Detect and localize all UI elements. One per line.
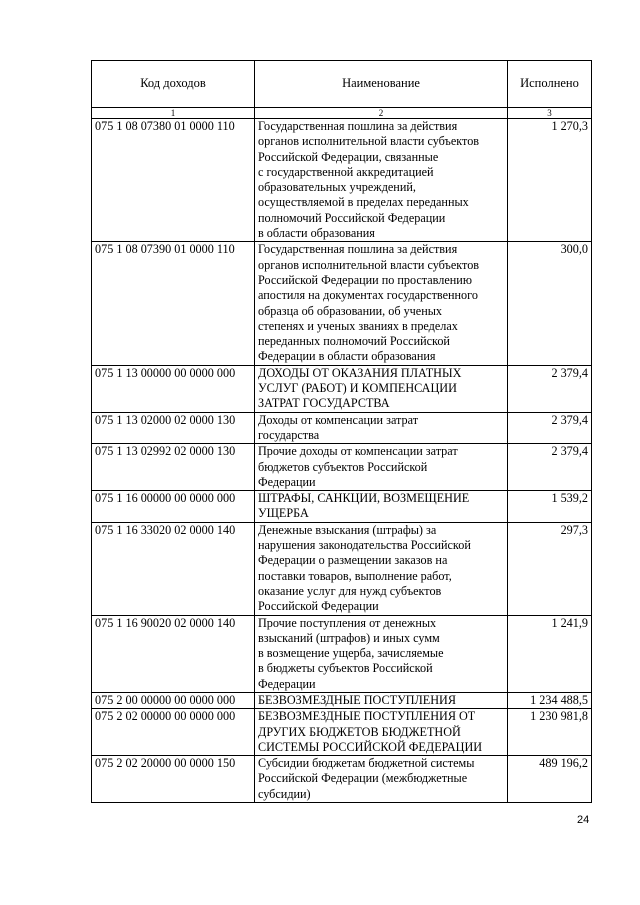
row-amount: 489 196,2 bbox=[508, 756, 592, 803]
row-income-code: 075 1 13 00000 00 0000 000 bbox=[92, 365, 255, 412]
row-amount: 1 539,2 bbox=[508, 491, 592, 523]
table-row bbox=[92, 119, 592, 242]
row-amount: 2 379,4 bbox=[508, 444, 592, 491]
row-name: Государственная пошлина за действия органов исполнительной власти субъектов Российской Федерации по проставлению апостиля на документах государственного образца об образовании, об ученых степенях и ученых званиях в пределах переданных полномочий Российской Федерации в области образования bbox=[255, 242, 508, 365]
row-name: Денежные взыскания (штрафы) за нарушения законодательства Российской Федерации о размещении заказов на поставки товаров, выполнение работ, оказание услуг для нужд субъектов Российской Федерации bbox=[255, 522, 508, 615]
header-name: Наименование bbox=[255, 61, 508, 108]
column-number-row bbox=[92, 108, 592, 119]
row-name: Доходы от компенсации затрат государства bbox=[255, 412, 508, 444]
header-executed: Исполнено bbox=[508, 61, 592, 108]
page-number: 24 bbox=[577, 814, 590, 826]
row-income-code: 075 2 00 00000 00 0000 000 bbox=[92, 692, 255, 708]
row-name: ШТРАФЫ, САНКЦИИ, ВОЗМЕЩЕНИЕ УЩЕРБА bbox=[255, 491, 508, 523]
row-name: Прочие доходы от компенсации затрат бюджетов субъектов Российской Федерации bbox=[255, 444, 508, 491]
row-name: ДОХОДЫ ОТ ОКАЗАНИЯ ПЛАТНЫХ УСЛУГ (РАБОТ) И КОМПЕНСАЦИИ ЗАТРАТ ГОСУДАРСТВА bbox=[255, 365, 508, 412]
row-income-code: 075 1 16 90020 02 0000 140 bbox=[92, 615, 255, 692]
table-row bbox=[92, 522, 592, 615]
table-row bbox=[92, 491, 592, 523]
table-row bbox=[92, 615, 592, 692]
table-row bbox=[92, 242, 592, 365]
row-income-code: 075 1 13 02992 02 0000 130 bbox=[92, 444, 255, 491]
table-body bbox=[92, 61, 592, 803]
row-amount: 297,3 bbox=[508, 522, 592, 615]
table-row bbox=[92, 709, 592, 756]
column-number-3: 3 bbox=[508, 108, 592, 119]
row-amount: 1 241,9 bbox=[508, 615, 592, 692]
row-income-code: 075 1 16 00000 00 0000 000 bbox=[92, 491, 255, 523]
column-number-2: 2 bbox=[255, 108, 508, 119]
header-income-code: Код доходов bbox=[92, 61, 255, 108]
revenue-table bbox=[91, 60, 592, 803]
table-row bbox=[92, 444, 592, 491]
table-row bbox=[92, 365, 592, 412]
row-name: Прочие поступления от денежных взысканий (штрафов) и иных сумм в возмещение ущерба, зачисляемые в бюджеты субъектов Российской Федерации bbox=[255, 615, 508, 692]
row-amount: 1 234 488,5 bbox=[508, 692, 592, 708]
row-amount: 2 379,4 bbox=[508, 412, 592, 444]
row-name: БЕЗВОЗМЕЗДНЫЕ ПОСТУПЛЕНИЯ bbox=[255, 692, 508, 708]
table-row bbox=[92, 692, 592, 708]
table-row bbox=[92, 412, 592, 444]
row-name: Субсидии бюджетам бюджетной системы Российской Федерации (межбюджетные субсидии) bbox=[255, 756, 508, 803]
row-amount: 2 379,4 bbox=[508, 365, 592, 412]
table-row bbox=[92, 756, 592, 803]
row-income-code: 075 1 16 33020 02 0000 140 bbox=[92, 522, 255, 615]
row-income-code: 075 1 08 07390 01 0000 110 bbox=[92, 242, 255, 365]
row-income-code: 075 2 02 20000 00 0000 150 bbox=[92, 756, 255, 803]
row-amount: 300,0 bbox=[508, 242, 592, 365]
row-income-code: 075 1 08 07380 01 0000 110 bbox=[92, 119, 255, 242]
row-amount: 1 230 981,8 bbox=[508, 709, 592, 756]
row-income-code: 075 1 13 02000 02 0000 130 bbox=[92, 412, 255, 444]
table-header-row bbox=[92, 61, 592, 108]
row-name: Государственная пошлина за действия органов исполнительной власти субъектов Российской Федерации, связанные с государственной аккредитацией образовательных учреждений, осуществляемой в пределах переданных полномочий Российской Федерации в области образования bbox=[255, 119, 508, 242]
row-name: БЕЗВОЗМЕЗДНЫЕ ПОСТУПЛЕНИЯ ОТ ДРУГИХ БЮДЖЕТОВ БЮДЖЕТНОЙ СИСТЕМЫ РОССИЙСКОЙ ФЕДЕРАЦИИ bbox=[255, 709, 508, 756]
column-number-1: 1 bbox=[92, 108, 255, 119]
row-amount: 1 270,3 bbox=[508, 119, 592, 242]
row-income-code: 075 2 02 00000 00 0000 000 bbox=[92, 709, 255, 756]
